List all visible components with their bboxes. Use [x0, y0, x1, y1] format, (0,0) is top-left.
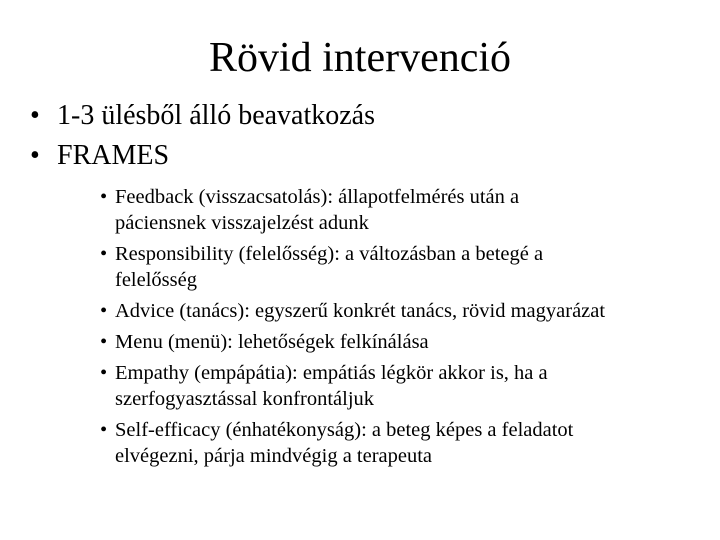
main-bullet-text: FRAMES — [57, 140, 170, 171]
sub-bullet-line: szerfogyasztással konfrontáljuk — [115, 388, 375, 410]
sub-bullet-line: páciensnek visszajelzést adunk — [115, 212, 369, 234]
bullet-dot-icon: • — [100, 243, 108, 265]
sub-bullet-line: Feedback (visszacsatolás): állapotfelmérés után a — [115, 186, 520, 208]
main-bullet-item — [30, 96, 710, 136]
sub-bullet-item — [100, 329, 710, 355]
sub-bullet-line: Advice (tanács): egyszerű konkrét tanács, rövid magyarázat — [115, 300, 606, 322]
sub-bullet-list — [100, 184, 710, 474]
slide-title: Rövid intervenció — [208, 35, 512, 81]
sub-bullet-line: felelősség — [115, 269, 197, 291]
sub-bullet-item — [100, 417, 710, 469]
sub-bullet-item — [100, 241, 710, 293]
sub-bullet-line: Menu (menü): lehetőségek felkínálása — [115, 331, 429, 353]
sub-bullet-line: Empathy (empápátia): empátiás légkör akkor is, ha a — [115, 362, 548, 384]
sub-bullet-item — [100, 184, 710, 236]
main-bullet-item — [30, 136, 710, 176]
bullet-dot-icon: • — [100, 300, 108, 322]
bullet-dot-icon: • — [100, 362, 108, 384]
sub-bullet-item — [100, 298, 710, 324]
bullet-dot-icon: • — [100, 186, 108, 208]
sub-bullet-line: elvégezni, párja mindvégig a terapeuta — [115, 445, 433, 467]
bullet-dot-icon: • — [100, 419, 108, 441]
bullet-dot-icon: • — [100, 331, 108, 353]
sub-bullet-line: Self-efficacy (énhatékonyság): a beteg képes a feladatot — [115, 419, 574, 441]
main-bullet-text: 1-3 ülésből álló beavatkozás — [57, 100, 376, 131]
sub-bullet-line: Responsibility (felelősség): a változásban a betegé a — [115, 243, 544, 265]
sub-bullet-item — [100, 360, 710, 412]
bullet-dot-icon: • — [30, 140, 40, 171]
bullet-dot-icon: • — [30, 100, 40, 131]
main-bullet-list — [30, 96, 710, 176]
